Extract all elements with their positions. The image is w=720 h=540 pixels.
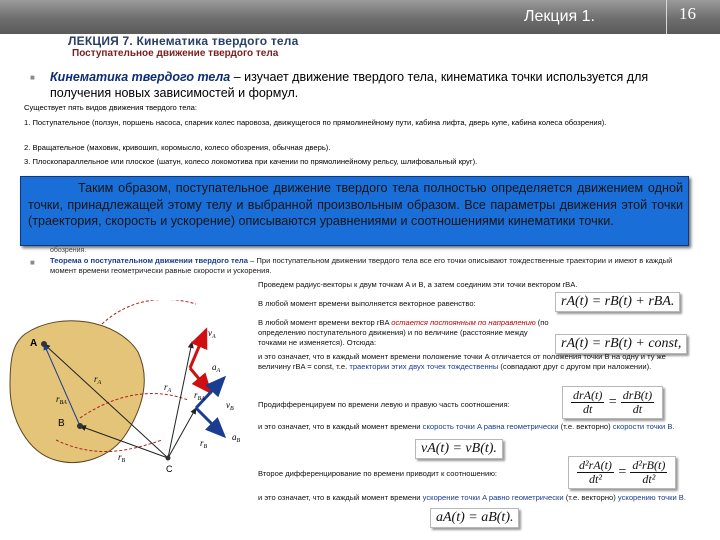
slide-header (0, 0, 720, 34)
formula-acceleration: aA(t) = aB(t). (430, 508, 519, 528)
lecture-title: ЛЕКЦИЯ 7. Кинематика твердого тела (68, 34, 299, 48)
vector-aB (196, 408, 224, 436)
summary-callout (20, 176, 689, 246)
vector-aA (190, 368, 210, 392)
lecture-label: Лекция 1. (524, 8, 595, 25)
page-number: 16 (679, 4, 696, 23)
label-rBA: $r_{BA}$ (56, 394, 67, 406)
label-rB-second: $r_B$ (200, 438, 208, 450)
label-vB: $v_B$ (226, 400, 234, 412)
right-paragraph-4: Продифференцируем по времени левую и правую часть соотношения: (258, 400, 510, 409)
right-paragraph-2: В любой момент времени выполняется векторное равенство: (258, 299, 476, 308)
point-B-marker (77, 423, 83, 429)
p3d: и это означает, что в каждый момент времени положение точки A отличается от положения точки B на одну и ту же величину rBA = const, т.е. (258, 352, 666, 371)
label-B: B (58, 418, 65, 429)
right-paragraph-3 (258, 318, 558, 348)
p3c: (по определению поступательного движения) и по величине (расстояние между точками не изменяется). Отсюда: (258, 318, 549, 347)
type-item-3: 3. Плоскопараллельное или плоское (шатун, колесо локомотива при качении по прямолинейному рельсу, шлифовальный круг). (24, 157, 478, 166)
bullet-icon: ■ (30, 258, 35, 267)
label-vA: $v_A$ (208, 328, 216, 340)
label-aA: $a_A$ (212, 362, 221, 374)
p3b: остается постоянным по направлению (391, 318, 536, 327)
theorem-paragraph (50, 256, 690, 276)
theorem-head: Теорема о поступательном движении твердого тела (50, 256, 248, 265)
frac-lhs-2: $\frac{\text{d²rA(t)}}{\text{dt²}}$ (579, 458, 612, 486)
p5a: и это означает, что в каждый момент времени (258, 422, 423, 431)
origin-marker (166, 456, 171, 461)
trajectory-curve (102, 300, 196, 324)
type-item-1-text: 1. Поступательное (ползун, поршень насоса, спарник колес паровоза, движущегося по прямолинейному пути, кабина лифта, дверь купе, кабина колеса обозрения). (24, 118, 607, 127)
p7d: ускорению точки B. (617, 493, 686, 502)
point-A-marker (41, 341, 47, 347)
frac-rhs: $\frac{\text{drB(t)}}{dt}$ (622, 388, 653, 416)
intro-term: Кинематика твердого тела (50, 70, 231, 84)
frac-lhs: $\frac{\text{drA(t)}}{dt}$ (573, 388, 603, 416)
hidden-tail-text: обозрения. (50, 247, 87, 254)
vector-vA (190, 330, 206, 368)
p5c: (т.е. векторно) (558, 422, 613, 431)
label-rBA-second: $r_{BA}$ (194, 390, 205, 402)
label-rA: $r_A$ (94, 374, 102, 386)
kinematics-diagram (0, 300, 260, 540)
vector-rA-second (168, 408, 196, 458)
right-paragraph-6: Второе дифференцирование по времени приводит к соотношению: (258, 469, 498, 478)
intro-paragraph (50, 69, 690, 101)
right-paragraph-3-cont (258, 352, 698, 372)
formula-derivative-2: $\frac{\text{d²rA(t)}}{\text{dt²}}$ = $\frac{\text{d²rB(t)}}{\text{dt²}}$ (568, 456, 676, 489)
label-rB: $r_B$ (118, 452, 126, 464)
p7c: (т.е. векторно) (563, 493, 618, 502)
header-divider (666, 0, 667, 34)
right-paragraph-7 (258, 493, 718, 503)
formula-derivative-1: $\frac{\text{drA(t)}}{dt}$ = $\frac{\text{drB(t)}}{dt}$ (562, 386, 663, 419)
label-aB: $a_B$ (232, 432, 241, 444)
p5b: скорость точки A равна геометрически (422, 422, 559, 431)
types-lead: Существует пять видов движения твердого тела: (24, 103, 198, 112)
p3a: В любой момент времени вектор rBA (258, 318, 392, 327)
callout-text: Таким образом, поступательное движение твердого тела полностью определяется движением одной точки, принадлежащей этому телу и выбранной произвольным образом. Все параметры движения этой точки (траектория, скорость и ускорение) описываются уравнениями и соотношениями кинематики точки. (28, 181, 683, 228)
formula-velocity: vA(t) = vB(t). (415, 439, 503, 459)
theorem-body: – При поступательном движении твердого тела все его точки описывают тождественные траектории и имеют в каждый момент времени геометрически равные скорости и ускорения. (50, 256, 673, 275)
intro-text: – изучает движение твердого тела, кинематика точки используется для получения новых зависимостей и формул. (50, 70, 649, 100)
p3e: траектории этих двух точек тождественны (349, 362, 499, 371)
p3f: (совпадают друг с другом при наложении). (498, 362, 652, 371)
vector-rB-body (168, 342, 192, 458)
label-A: A (30, 338, 38, 349)
lecture-subtitle: Поступательное движение твердого тела (72, 48, 279, 59)
frac-rhs-2: $\frac{\text{d²rB(t)}}{\text{dt²}}$ (632, 458, 666, 486)
rigid-body-figure (0, 300, 260, 540)
bullet-icon: ■ (30, 73, 35, 82)
type-item-2: 2. Вращательное (маховик, кривошип, коромысло, колесо обозрения, обычная дверь). (24, 143, 331, 152)
right-paragraph-1: Проведем радиус-векторы к двум точкам A и B, а затем соединим эти точки вектором rBA. (258, 280, 578, 289)
label-C: C (166, 464, 173, 474)
p5d: скорости точки B. (612, 422, 675, 431)
type-item-1 (24, 118, 696, 128)
formula-position: rA(t) = rB(t) + rBA. (555, 292, 680, 312)
label-rA-second: $r_A$ (164, 382, 172, 394)
formula-const: rA(t) = rB(t) + const, (555, 334, 687, 354)
p7a: и это означает, что в каждый момент времени (258, 493, 423, 502)
p7b: ускорение точки A равно геометрически (422, 493, 564, 502)
right-paragraph-5 (258, 422, 718, 432)
